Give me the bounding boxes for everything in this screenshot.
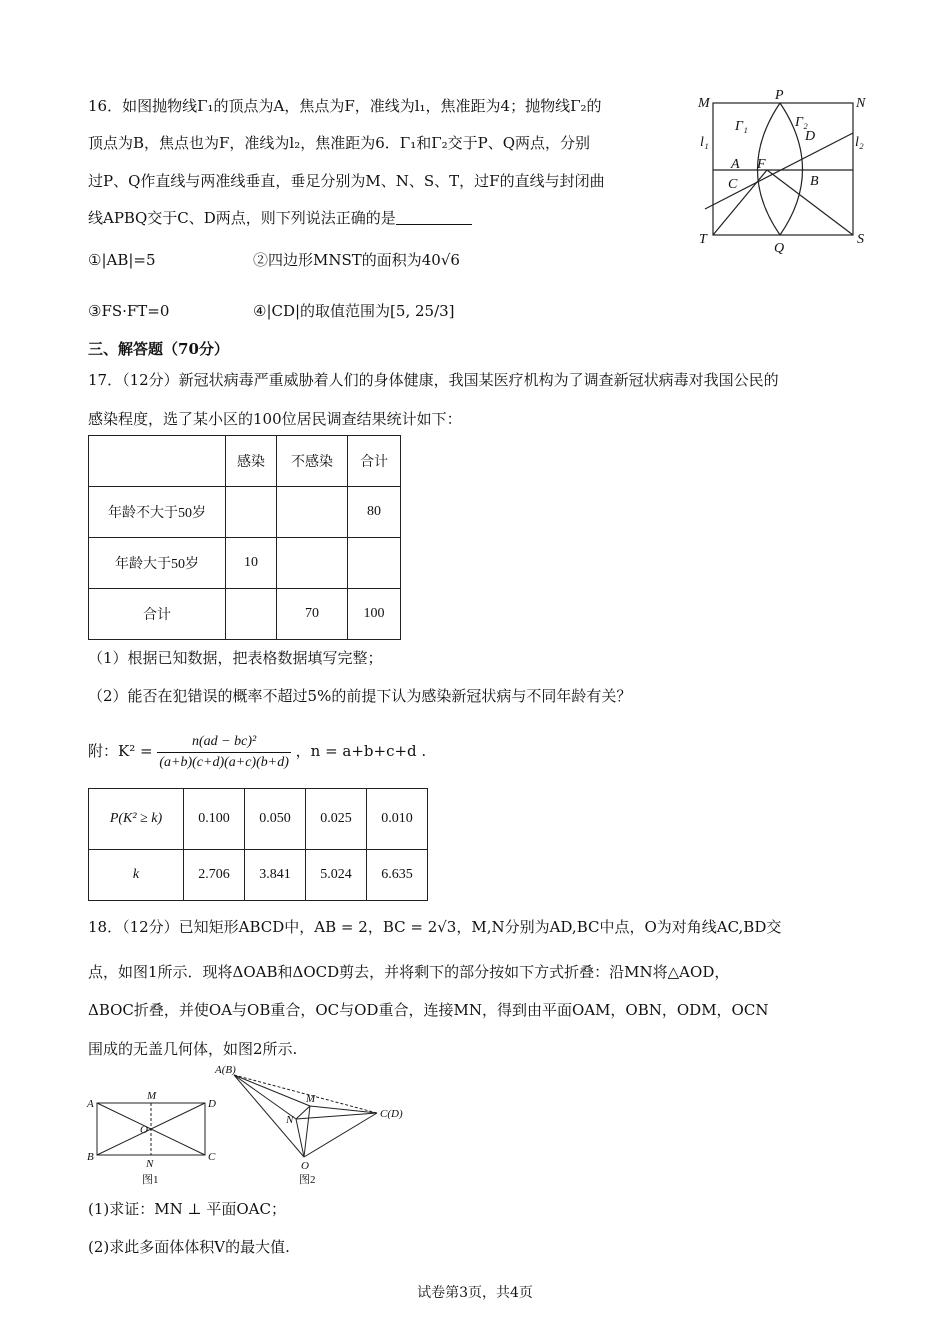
figure-2 [212, 1062, 417, 1190]
table-cell: P(K² ≥ k) [89, 789, 184, 850]
label-t: T [699, 232, 707, 247]
q16-line-3: 过P、Q作直线与两准线垂直，垂足分别为M、N、S、T，过F的直线与封闭曲 [88, 172, 605, 190]
label-f: F [757, 157, 766, 172]
table-cell: 70 [277, 589, 348, 640]
table-cell: 10 [226, 538, 277, 589]
page-footer: 试卷第3页，共4页 [417, 1285, 533, 1301]
q18-part-2: (2)求此多面体体积V的最大值. [88, 1238, 290, 1256]
q16-option-3: ③FS·FT=0 [88, 302, 170, 320]
q16-line-4-text: 线APBQ交于C、D两点，则下列说法正确的是 [88, 209, 396, 227]
fig1-label-m: M [147, 1090, 157, 1102]
fig2-label-cd: C(D) [380, 1108, 403, 1120]
table-row [89, 538, 401, 589]
table-header-cell [89, 436, 226, 487]
line-through-f [705, 133, 853, 209]
fig1-label-d: D [208, 1098, 216, 1110]
formula-numerator: n(ad − bc)² [157, 732, 291, 753]
q16-option-4: ④|CD|的取值范围为[5, 25/3] [253, 302, 455, 320]
table-cell: 6.635 [367, 850, 428, 901]
q16-line-4 [88, 208, 472, 228]
fig1-label-a: A [87, 1098, 94, 1110]
q18-line-2: 点，如图1所示．现将ΔOAB和ΔOCD剪去，并将剩下的部分按如下方式折叠：沿MN将△AOD， [88, 963, 730, 981]
fig1-caption: 图1 [142, 1174, 159, 1186]
q17-part-1: （1）根据已知数据，把表格数据填写完整； [88, 649, 383, 667]
table-cell: 年龄不大于50岁 [89, 487, 226, 538]
label-gamma1: Γ₁ [735, 119, 748, 134]
q16-option-2: ②四边形MNST的面积为40√6 [253, 251, 460, 269]
table-header-cell: 合计 [348, 436, 401, 487]
answer-blank [396, 208, 472, 225]
table-row [89, 589, 401, 640]
formula-lead: 附：K² = [88, 742, 153, 760]
label-s: S [857, 232, 864, 247]
q18-part-1: (1)求证：MN ⊥ 平面OAC； [88, 1200, 286, 1218]
table-cell: 0.050 [245, 789, 306, 850]
table-header-cell: 不感染 [277, 436, 348, 487]
table-cell: 0.025 [306, 789, 367, 850]
fig1-label-o: O [140, 1124, 148, 1136]
table-cell [348, 538, 401, 589]
label-l1: l₁ [700, 135, 709, 150]
label-b: B [810, 174, 819, 189]
label-q: Q [774, 241, 785, 256]
q16-line-1: 16．如图抛物线Γ₁的顶点为A，焦点为F，准线为l₁，焦准距为4；抛物线Γ₂的 [88, 97, 602, 115]
fig1-label-b: B [87, 1151, 94, 1163]
label-a: A [731, 157, 740, 172]
figure-1 [80, 1085, 225, 1190]
label-d: D [805, 129, 816, 144]
q16-option-1: ①|AB|=5 [88, 251, 156, 269]
table-cell: 0.010 [367, 789, 428, 850]
table-cell: 年龄大于50岁 [89, 538, 226, 589]
table-cell: 100 [348, 589, 401, 640]
table-cell: 0.100 [184, 789, 245, 850]
infection-table [88, 435, 401, 640]
fig2-label-ab: A(B) [215, 1064, 236, 1076]
formula-denominator: (a+b)(c+d)(a+c)(b+d) [159, 754, 289, 770]
q17-part-2: （2）能否在犯错误的概率不超过5%的前提下认为感染新冠状病与不同年龄有关？ [88, 687, 632, 705]
table-cell [277, 487, 348, 538]
fig1-label-c: C [208, 1151, 216, 1163]
fig2-caption: 图2 [299, 1174, 316, 1186]
table-cell [226, 487, 277, 538]
fig2-label-o: O [301, 1160, 309, 1172]
table-row [89, 789, 428, 850]
fig2-label-n: N [286, 1114, 294, 1126]
table-header-cell: 感染 [226, 436, 277, 487]
table-cell [226, 589, 277, 640]
label-l2: l₂ [855, 135, 864, 150]
table-row [89, 487, 401, 538]
q17-line-1: 17．（12分）新冠状病毒严重威胁着人们的身体健康，我国某医疗机构为了调查新冠状病毒对我国公民的 [88, 371, 779, 389]
table-cell [277, 538, 348, 589]
table-row [89, 850, 428, 901]
fig2-label-m: M [306, 1093, 316, 1105]
label-n: N [856, 96, 866, 111]
k-squared-formula [88, 728, 426, 774]
label-m: M [698, 96, 710, 111]
formula-fraction [157, 732, 291, 773]
q16-line-2: 顶点为B，焦点也为F，准线为l₂，焦准距为6．Γ₁和Γ₂交于P、Q两点，分别 [88, 134, 591, 152]
label-p: P [775, 88, 784, 103]
section-heading: 三、解答题（70分） [88, 340, 229, 358]
label-gamma2: Γ₂ [795, 115, 808, 130]
fig1-label-n: N [146, 1158, 154, 1170]
q18-line-3: ΔBOC折叠，并使OA与OB重合，OC与OD重合，连接MN，得到由平面OAM，OBN，ODM，OCN [88, 1001, 769, 1019]
formula-tail: ，n = a+b+c+d . [295, 742, 427, 760]
label-c: C [728, 177, 738, 192]
q18-line-4: 围成的无盖几何体，如图2所示. [88, 1040, 298, 1058]
table-cell: 合计 [89, 589, 226, 640]
table-cell: 5.024 [306, 850, 367, 901]
table-cell: k [89, 850, 184, 901]
table-cell: 2.706 [184, 850, 245, 901]
q18-line-1: 18．（12分）已知矩形ABCD中，AB = 2，BC = 2√3，M,N分别为AD,BC中点，O为对角线AC,BD交 [88, 918, 782, 936]
table-cell: 3.841 [245, 850, 306, 901]
table-cell: 80 [348, 487, 401, 538]
q17-line-2: 感染程度，选了某小区的100位居民调查结果统计如下： [88, 410, 462, 428]
parabola-figure [695, 88, 875, 258]
critical-value-table [88, 788, 428, 901]
